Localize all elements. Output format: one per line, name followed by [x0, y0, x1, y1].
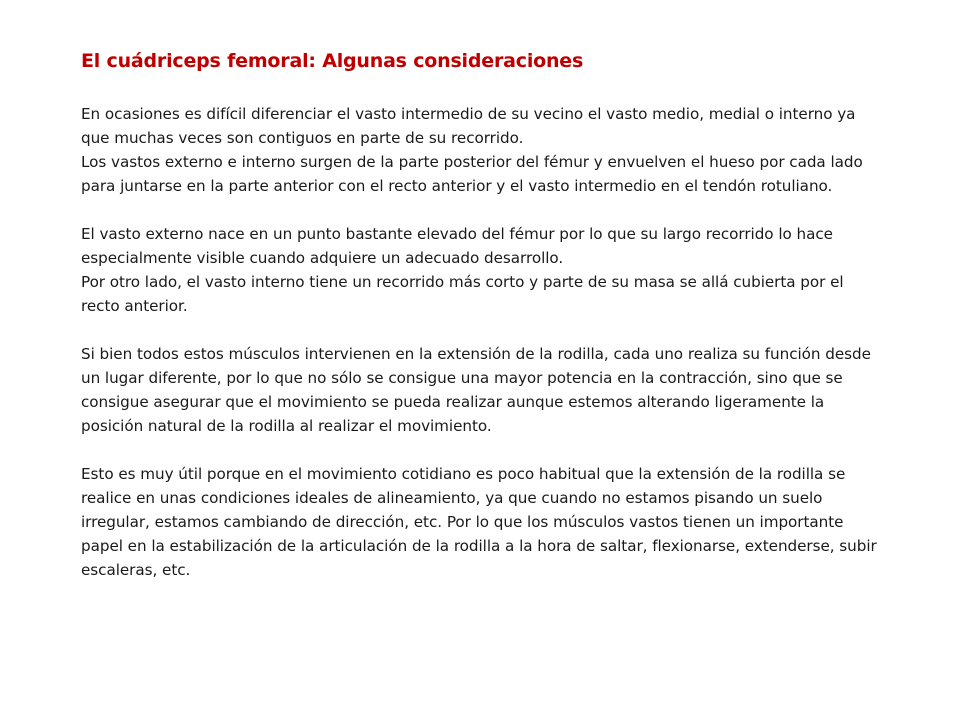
slide-title: El cuádriceps femoral: Algunas consideraciones: [81, 50, 584, 72]
paragraph-estabilizacion: Esto es muy útil porque en el movimiento cotidiano es poco habitual que la extensión de la rodilla se realice en unas condiciones ideales de alineamiento, ya que cuando no estamos pisando un suelo irregular, estamos cambiando de dirección, etc. Por lo que los músculos vastos tienen un importante papel en la estabilización de la articulación de la rodilla a la hora de saltar, flexionarse, extenderse, subir escaleras, etc.: [81, 465, 877, 579]
paragraph-vastos-intermedio: En ocasiones es difícil diferenciar el vasto intermedio de su vecino el vasto medio, medial o interno ya que muchas veces son contiguos en parte de su recorrido.: [81, 105, 856, 147]
paragraph-extension-rodilla: Si bien todos estos músculos intervienen en la extensión de la rodilla, cada uno realiza su función desde un lugar diferente, por lo que no sólo se consigue una mayor potencia en la contracción, sino que se consigue asegurar que el movimiento se pueda realizar aunque estemos alterando ligeramente la posición natural de la rodilla al realizar el movimiento.: [81, 345, 871, 435]
spacer: [81, 318, 881, 342]
slide-content: [81, 46, 881, 582]
paragraph-vasto-interno: Por otro lado, el vasto interno tiene un recorrido más corto y parte de su masa se allá cubierta por el recto anterior.: [81, 273, 844, 315]
paragraph-vastos-externo-interno: Los vastos externo e interno surgen de la parte posterior del fémur y envuelven el hueso por cada lado para juntarse en la parte anterior con el recto anterior y el vasto intermedio en el tendón rotuliano.: [81, 153, 863, 195]
spacer: [81, 438, 881, 462]
spacer: [81, 198, 881, 222]
paragraph-vasto-externo: El vasto externo nace en un punto bastante elevado del fémur por lo que su largo recorrido lo hace especialmente visible cuando adquiere un adecuado desarrollo.: [81, 225, 833, 267]
